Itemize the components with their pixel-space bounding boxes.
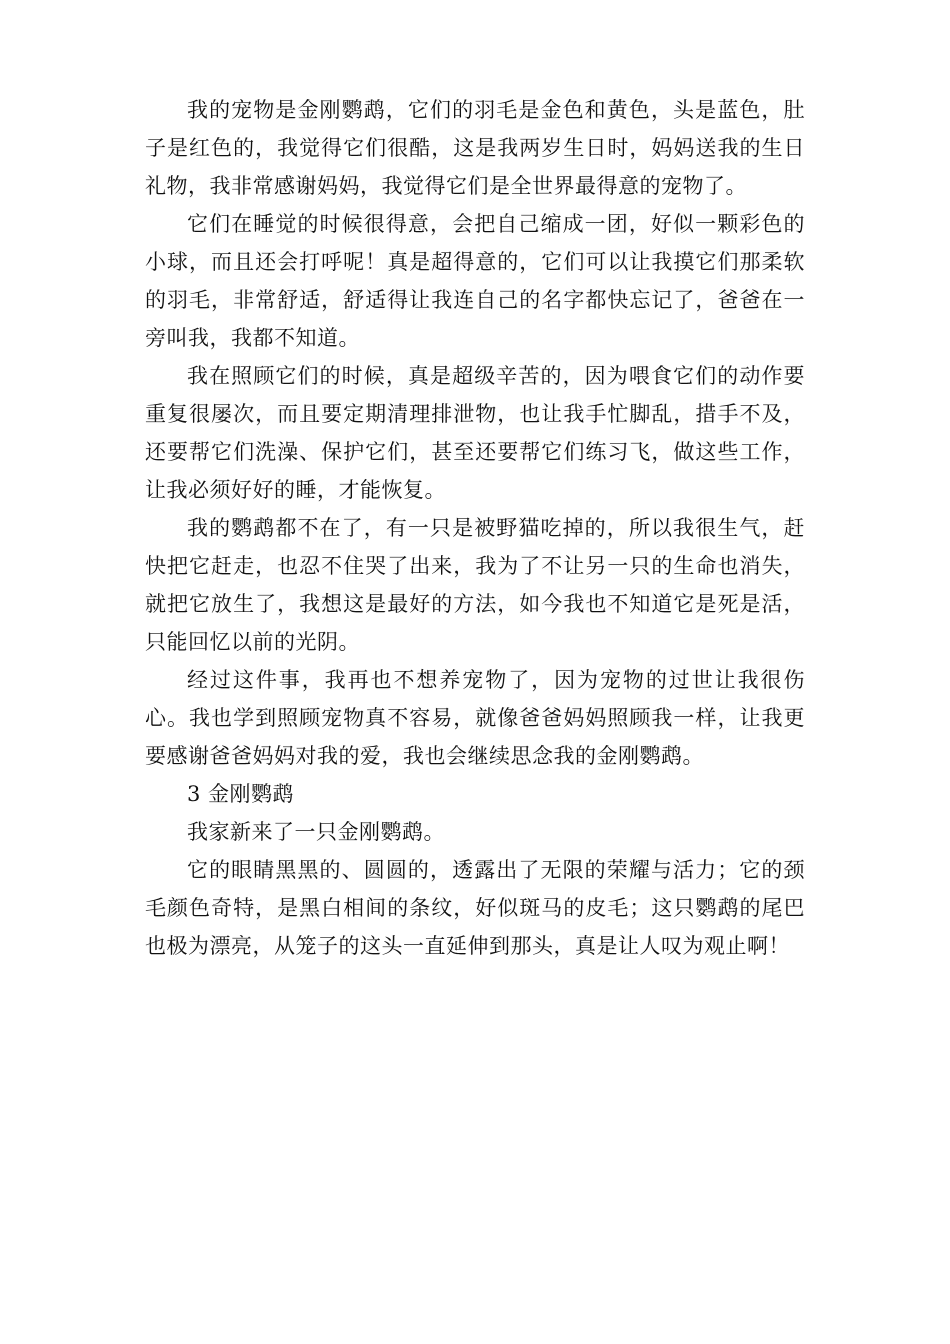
paragraph-reflection: 经过这件事，我再也不想养宠物了，因为宠物的过世让我很伤心。我也学到照顾宠物真不容易，就像爸爸妈妈照顾我一样，让我更要感谢爸爸妈妈对我的爱，我也会继续思念我的金刚鹦鹉。 [145,668,805,768]
paragraph-loss: 我的鹦鹉都不在了，有一只是被野猫吃掉的，所以我很生气，赶快把它赶走，也忍不住哭了出来，我为了不让另一只的生命也消失，就把它放生了，我想这是最好的方法，如今我也不知道它是死是活，只能回忆以前的光阴。 [145,516,805,654]
section-heading: 3 金刚鹦鹉 [187,782,295,806]
paragraph-sleeping: 它们在睡觉的时候很得意，会把自己缩成一团，好似一颗彩色的小球，而且还会打呼呢！真是超得意的，它们可以让我摸它们那柔软的羽毛，非常舒适，舒适得让我连自己的名字都快忘记了，爸爸在一旁叫我，我都不知道。 [145,212,805,350]
paragraph-new-parrot: 我家新来了一只金刚鹦鹉。 [187,820,445,844]
document-page [145,91,805,965]
paragraph-pet-intro: 我的宠物是金刚鹦鹉，它们的羽毛是金色和黄色，头是蓝色，肚子是红色的，我觉得它们很酷，这是我两岁生日时，妈妈送我的生日礼物，我非常感谢妈妈，我觉得它们是全世界最得意的宠物了。 [145,98,805,198]
paragraph-caring: 我在照顾它们的时候，真是超级辛苦的，因为喂食它们的动作要重复很屡次，而且要定期清理排泄物，也让我手忙脚乱，措手不及，还要帮它们洗澡、保护它们，甚至还要帮它们练习飞，做这些工作，让我必须好好的睡，才能恢复。 [145,364,805,502]
paragraph-description: 它的眼睛黑黑的、圆圆的，透露出了无限的荣耀与活力；它的颈毛颜色奇特，是黑白相间的条纹，好似斑马的皮毛；这只鹦鹉的尾巴也极为漂亮，从笼子的这头一直延伸到那头，真是让人叹为观止啊！ [145,858,805,958]
